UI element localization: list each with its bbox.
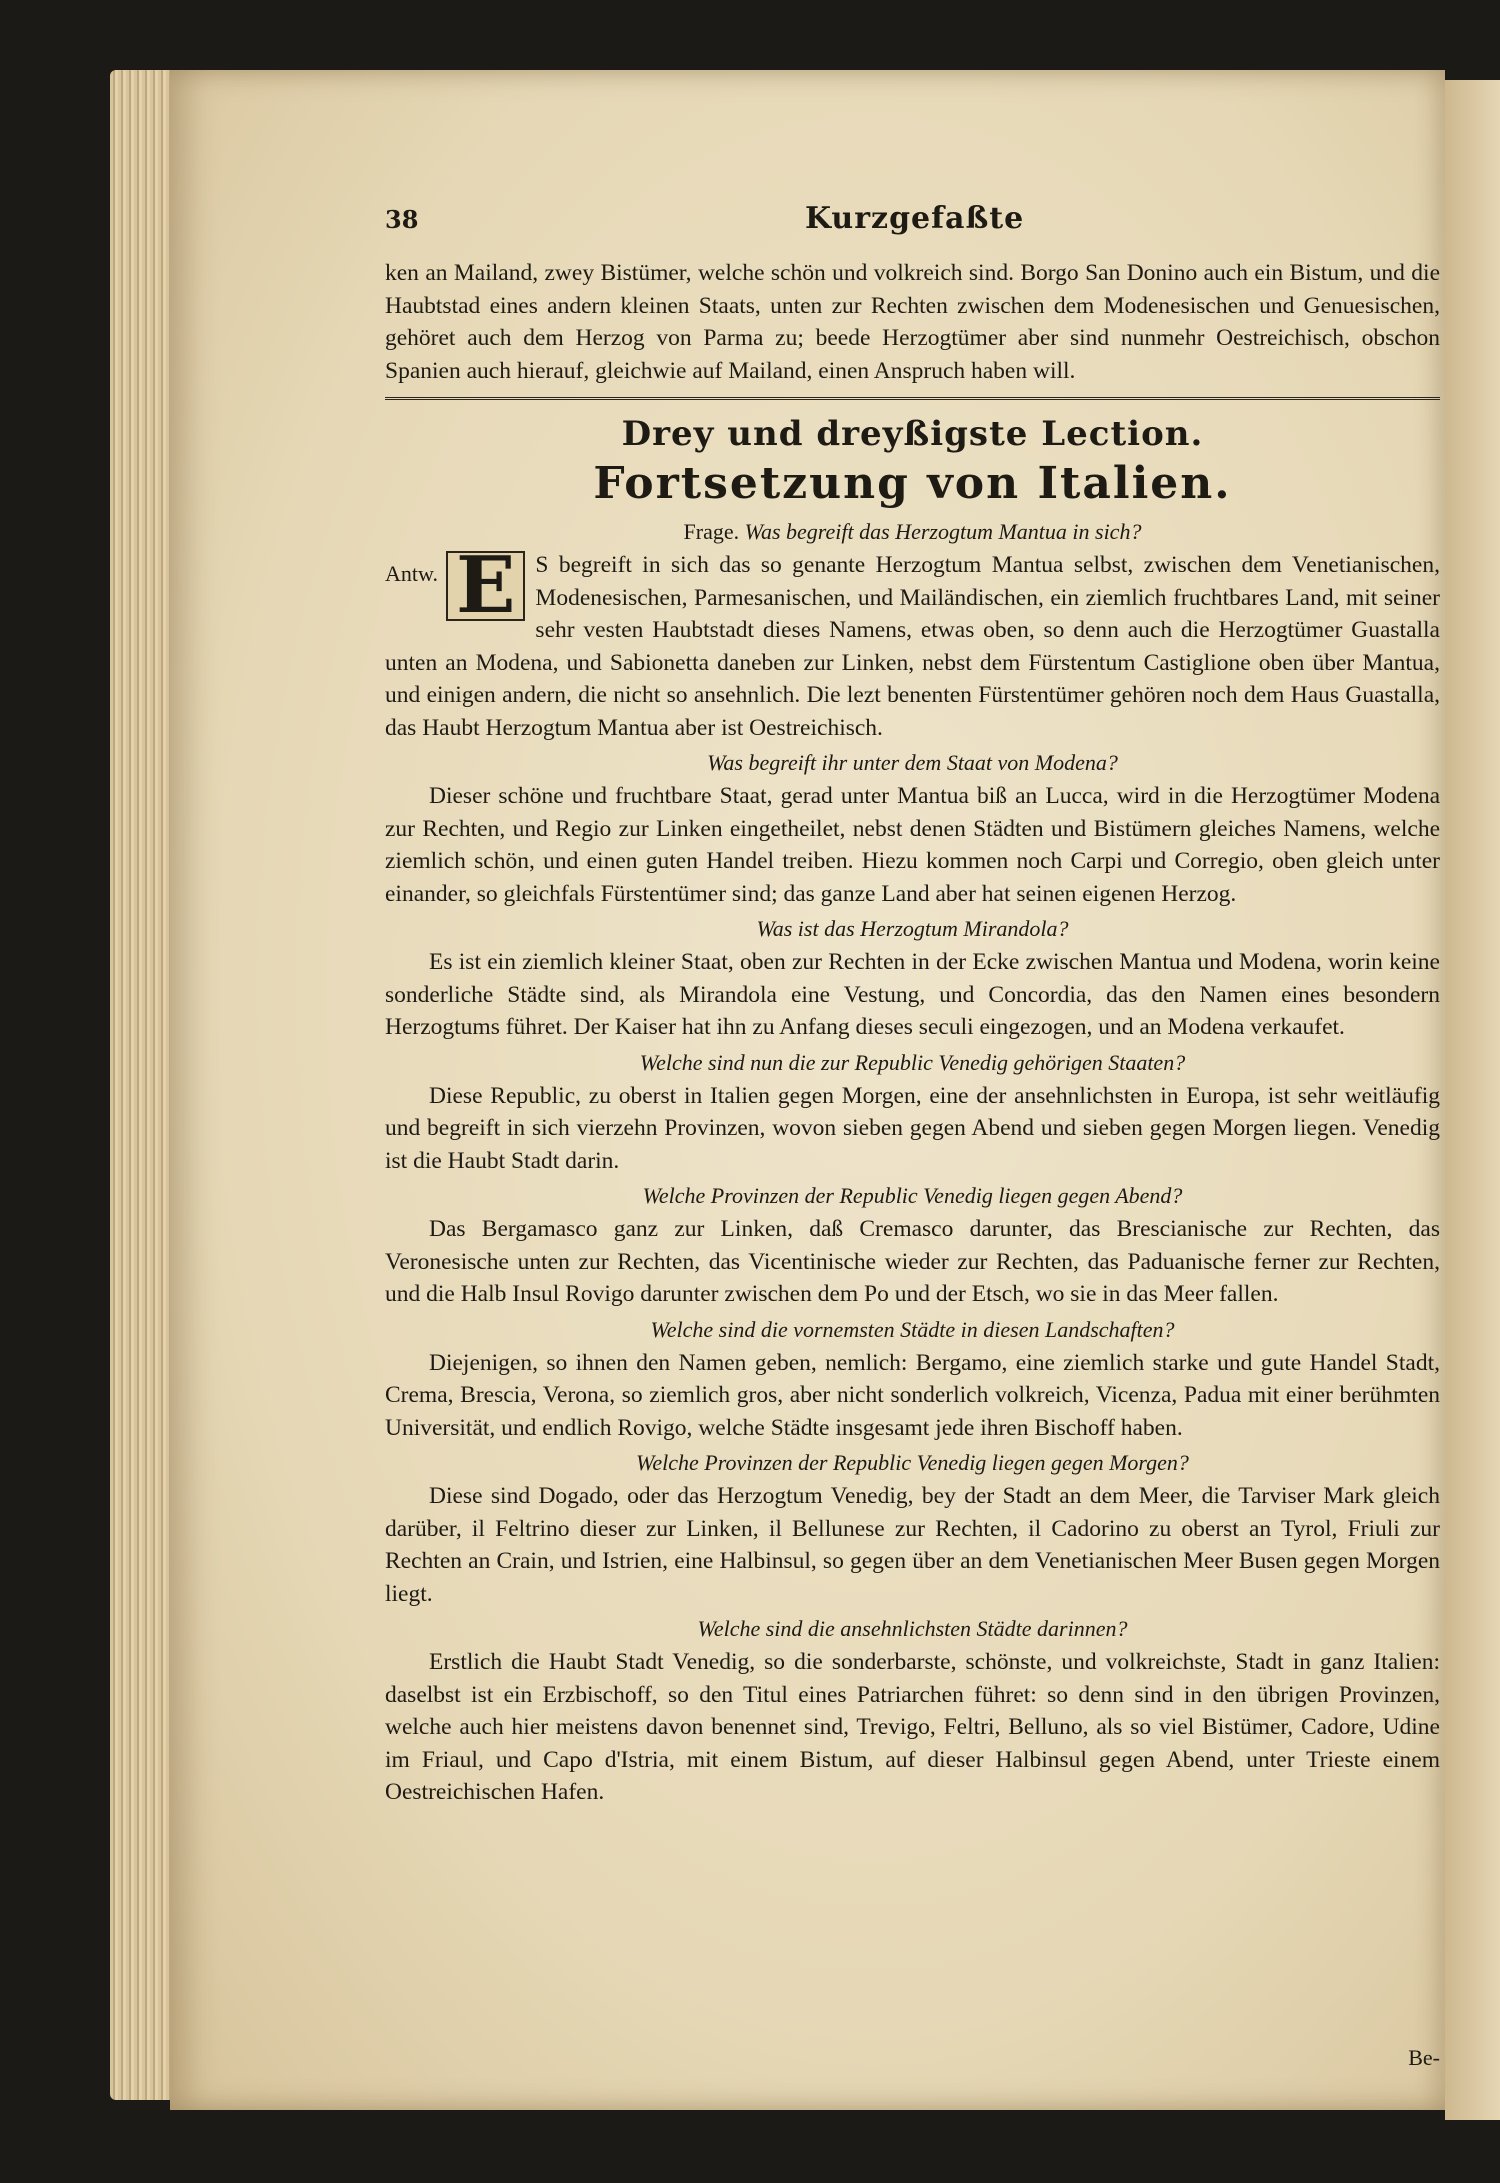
question-heading: Welche sind nun die zur Republic Venedig gehörigen Staaten? [639,1049,1186,1075]
section-divider [385,397,1440,400]
question-heading: Was ist das Herzogtum Mirandola? [756,916,1069,941]
page-number: 38 [385,205,419,234]
question-heading: Welche Provinzen der Republic Venedig liegen gegen Morgen? [636,1450,1189,1475]
page-text-block [385,195,1440,2075]
answer-label: Antw. [385,561,438,586]
book-page [170,70,1445,2110]
question-heading: Was begreift ihr unter dem Staat von Modena? [707,750,1118,775]
answer-text: Diese sind Dogado, oder das Herzogtum Venedig, bey der Stadt an dem Meer, die Tarviser Mark gleich darüber, il Feltrino dieser zur Linken, il Bellunese zur Rechten, il Cadorino zu oberst an Tyrol, Friuli zur Rechten an Crain, und Istrien, eine Halbinsul, so gegen über an dem Venetianischen Meer Busen gegen Morgen liegt. [385,1483,1440,1607]
question-heading: Welche Provinzen der Republic Venedig liegen gegen Abend? [642,1183,1183,1208]
answer-text: Diejenigen, so ihnen den Namen geben, nemlich: Bergamo, eine ziemlich starke und gute Handel Stadt, Crema, Brescia, Verona, so ziemlich gros, aber nicht sonderlich volkreich, Vicenza, Padua mit einer berühmten Universität, und endlich Rovigo, welche Städte insgesamt jede ihren Bischoff haben. [385,1349,1440,1441]
question-heading: Welche sind die vornemsten Städte in diesen Landschaften? [650,1316,1175,1342]
running-title: Kurzgefaßte [805,201,1025,236]
answer-text: Es ist ein ziemlich kleiner Staat, oben zur Rechten in der Ecke zwischen Mantua und Modena, worin keine sonderliche Städte sind, als Mirandola eine Vestung, und Concordia, das den Namen eines besondern Herzogtums führet. Der Kaiser hat ihn zu Anfang dieses seculi eingezogen, und an Modena verkaufet. [385,949,1440,1040]
intro-paragraph: ken an Mailand, zwey Bistümer, welche schön und volkreich sind. Borgo San Donino auch ein Bistum, und die Haubtstad eines andern kleinen Staats, unten zur Rechten zwischen dem Modenesischen und Genuesischen, gehöret auch dem Herzog von Parma zu; beede Herzogtümer aber sind nunmehr Oestreichisch, obschon Spanien auch hierauf, gleichwie auf Mailand, einen Anspruch haben will. [385,260,1440,384]
answer-text: S begreift in sich das so genante Herzogtum Mantua selbst, zwischen dem Venetianischen, Modenesischen, Parmesanischen, und Mailändischen, ein ziemlich fruchtbares Land, mit seiner sehr vesten Haubtstadt dieses Namens, etwas oben, so denn auch die Herzogtümer Guastalla unten an Modena, und Sabionetta daneben zur Linken, nebst dem Fürstentum Castiglione oben über Mantua, und einigen andern, die nicht so ansehnlich. Die lezt benenten Fürstentümer gehören noch dem Haus Guastalla, das Haubt Herzogtum Mantua aber ist Oestreichisch. [385,552,1440,741]
running-head [385,195,1440,257]
question-heading: Welche sind die ansehnlichsten Städte darinnen? [697,1616,1128,1641]
question-text: Was begreift das Herzogtum Mantua in sich? [744,519,1142,544]
chapter-title: Fortsetzung von Italien. [593,458,1232,509]
answer-text: Dieser schöne und fruchtbare Staat, gerad unter Mantua biß an Lucca, wird in die Herzogtümer Modena zur Rechten, und Regio zur Linken eingetheilet, nebst denen Städten und Bistümern gleiches Namens, welche ziemlich schön, und einen guten Handel treiben. Hiezu kommen noch Carpi und Corregio, oben gleich unter einander, so gleichfals Fürstentümer sind; das ganze Land aber hat seinen eigenen Herzog. [385,783,1440,907]
catchword: Be- [1408,2045,1440,2070]
answer-text: Diese Republic, zu oberst in Italien gegen Morgen, eine der ansehnlichsten in Europa, ist sehr weitläufig und begreift in sich vierzehn Provinzen, wovon sieben gegen Abend und sieben gegen Morgen liegen. Venedig ist die Haubt Stadt darin. [385,1082,1440,1174]
facing-page-edge [1445,80,1500,2120]
dropcap-initial: E [446,551,525,621]
answer-text: Das Bergamasco ganz zur Linken, daß Cremasco darunter, das Brescianische zur Rechten, das Veronesische unten zur Rechten, das Vicentinische wieder zur Rechten, das Paduanische ferner zur Rechten, und die Halb Insul Rovigo darunter zwischen dem Po und der Etsch, wo sie in das Meer fallen. [385,1216,1440,1307]
question-label: Frage. [683,519,740,544]
question-heading [385,519,1440,545]
answer-block [385,540,1440,744]
answer-text: Erstlich die Haubt Stadt Venedig, so die sonderbarste, schönste, und volkreichste, Stadt in ganz Italien: daselbst ist ein Erzbischoff, so den Titul eines Patriarchen führet: so denn sind in den übrigen Provinzen, welche auch hier meistens davon benennet sind, Trevigo, Feltri, Belluno, als so viel Bistümer, Cadore, Udine im Friaul, und Capo d'Istria, mit einem Bistum, auf dieser Halbinsul gegen Abend, unter Trieste einem Oestreichischen Hafen. [385,1649,1440,1805]
lesson-title: Drey und dreyßigste Lection. [621,414,1204,454]
